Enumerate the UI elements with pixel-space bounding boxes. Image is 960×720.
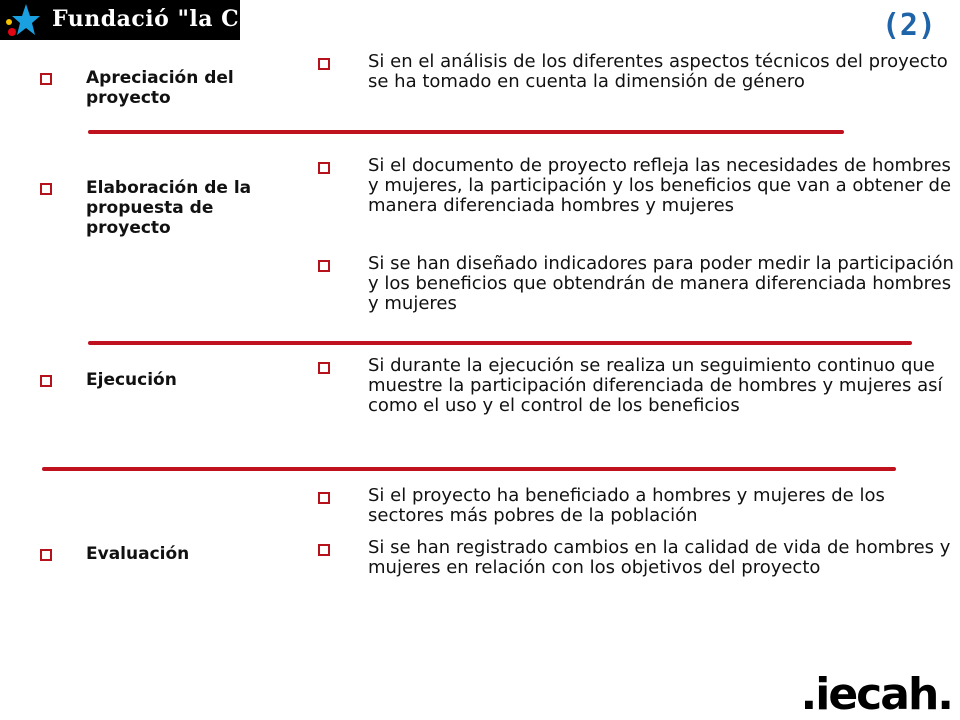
square-bullet-icon xyxy=(40,73,52,85)
fundacio-la-caixa-logo xyxy=(0,0,304,40)
criterion-text: Si en el análisis de los diferentes aspectos técnicos del proyecto se ha tomado en cuenta la dimensión de género xyxy=(368,51,948,92)
criterion-text: Si se han diseñado indicadores para poder medir la participación y los beneficios que obtendrán de manera diferenciada hombres y mujeres xyxy=(368,253,954,314)
phase-label: Ejecución xyxy=(86,370,177,390)
square-bullet-icon xyxy=(318,162,330,174)
slide-number: (2) xyxy=(881,8,936,43)
square-bullet-icon xyxy=(40,375,52,387)
square-bullet-icon xyxy=(40,183,52,195)
phase-label: Apreciación del proyecto xyxy=(86,68,234,108)
square-bullet-icon xyxy=(40,549,52,561)
criterion-text: Si el proyecto ha beneficiado a hombres y mujeres de los sectores más pobres de la población xyxy=(368,485,885,526)
square-bullet-icon xyxy=(318,58,330,70)
square-bullet-icon xyxy=(318,260,330,272)
section-divider xyxy=(88,341,912,345)
phase-label: Evaluación xyxy=(86,544,190,564)
criterion-text: Si el documento de proyecto refleja las necesidades de hombres y mujeres, la participación y los beneficios que van a obtener de manera diferenciada hombres y mujeres xyxy=(368,155,952,216)
logo-text: Fundació "la Caixa" xyxy=(52,6,304,32)
square-bullet-icon xyxy=(318,544,330,556)
square-bullet-icon xyxy=(318,492,330,504)
section-divider xyxy=(42,467,896,471)
section-divider xyxy=(88,130,844,134)
square-bullet-icon xyxy=(318,362,330,374)
criterion-text: Si durante la ejecución se realiza un seguimiento continuo que muestre la participación diferenciada de hombres y mujeres así como el uso y el control de los beneficios xyxy=(368,355,943,416)
la-caixa-star-icon xyxy=(6,2,40,38)
criterion-text: Si se han registrado cambios en la calidad de vida de hombres y mujeres en relación con los objetivos del proyecto xyxy=(368,537,951,578)
phase-label: Elaboración de la propuesta de proyecto xyxy=(86,178,252,238)
iecah-logo: .iecah. xyxy=(800,669,952,720)
